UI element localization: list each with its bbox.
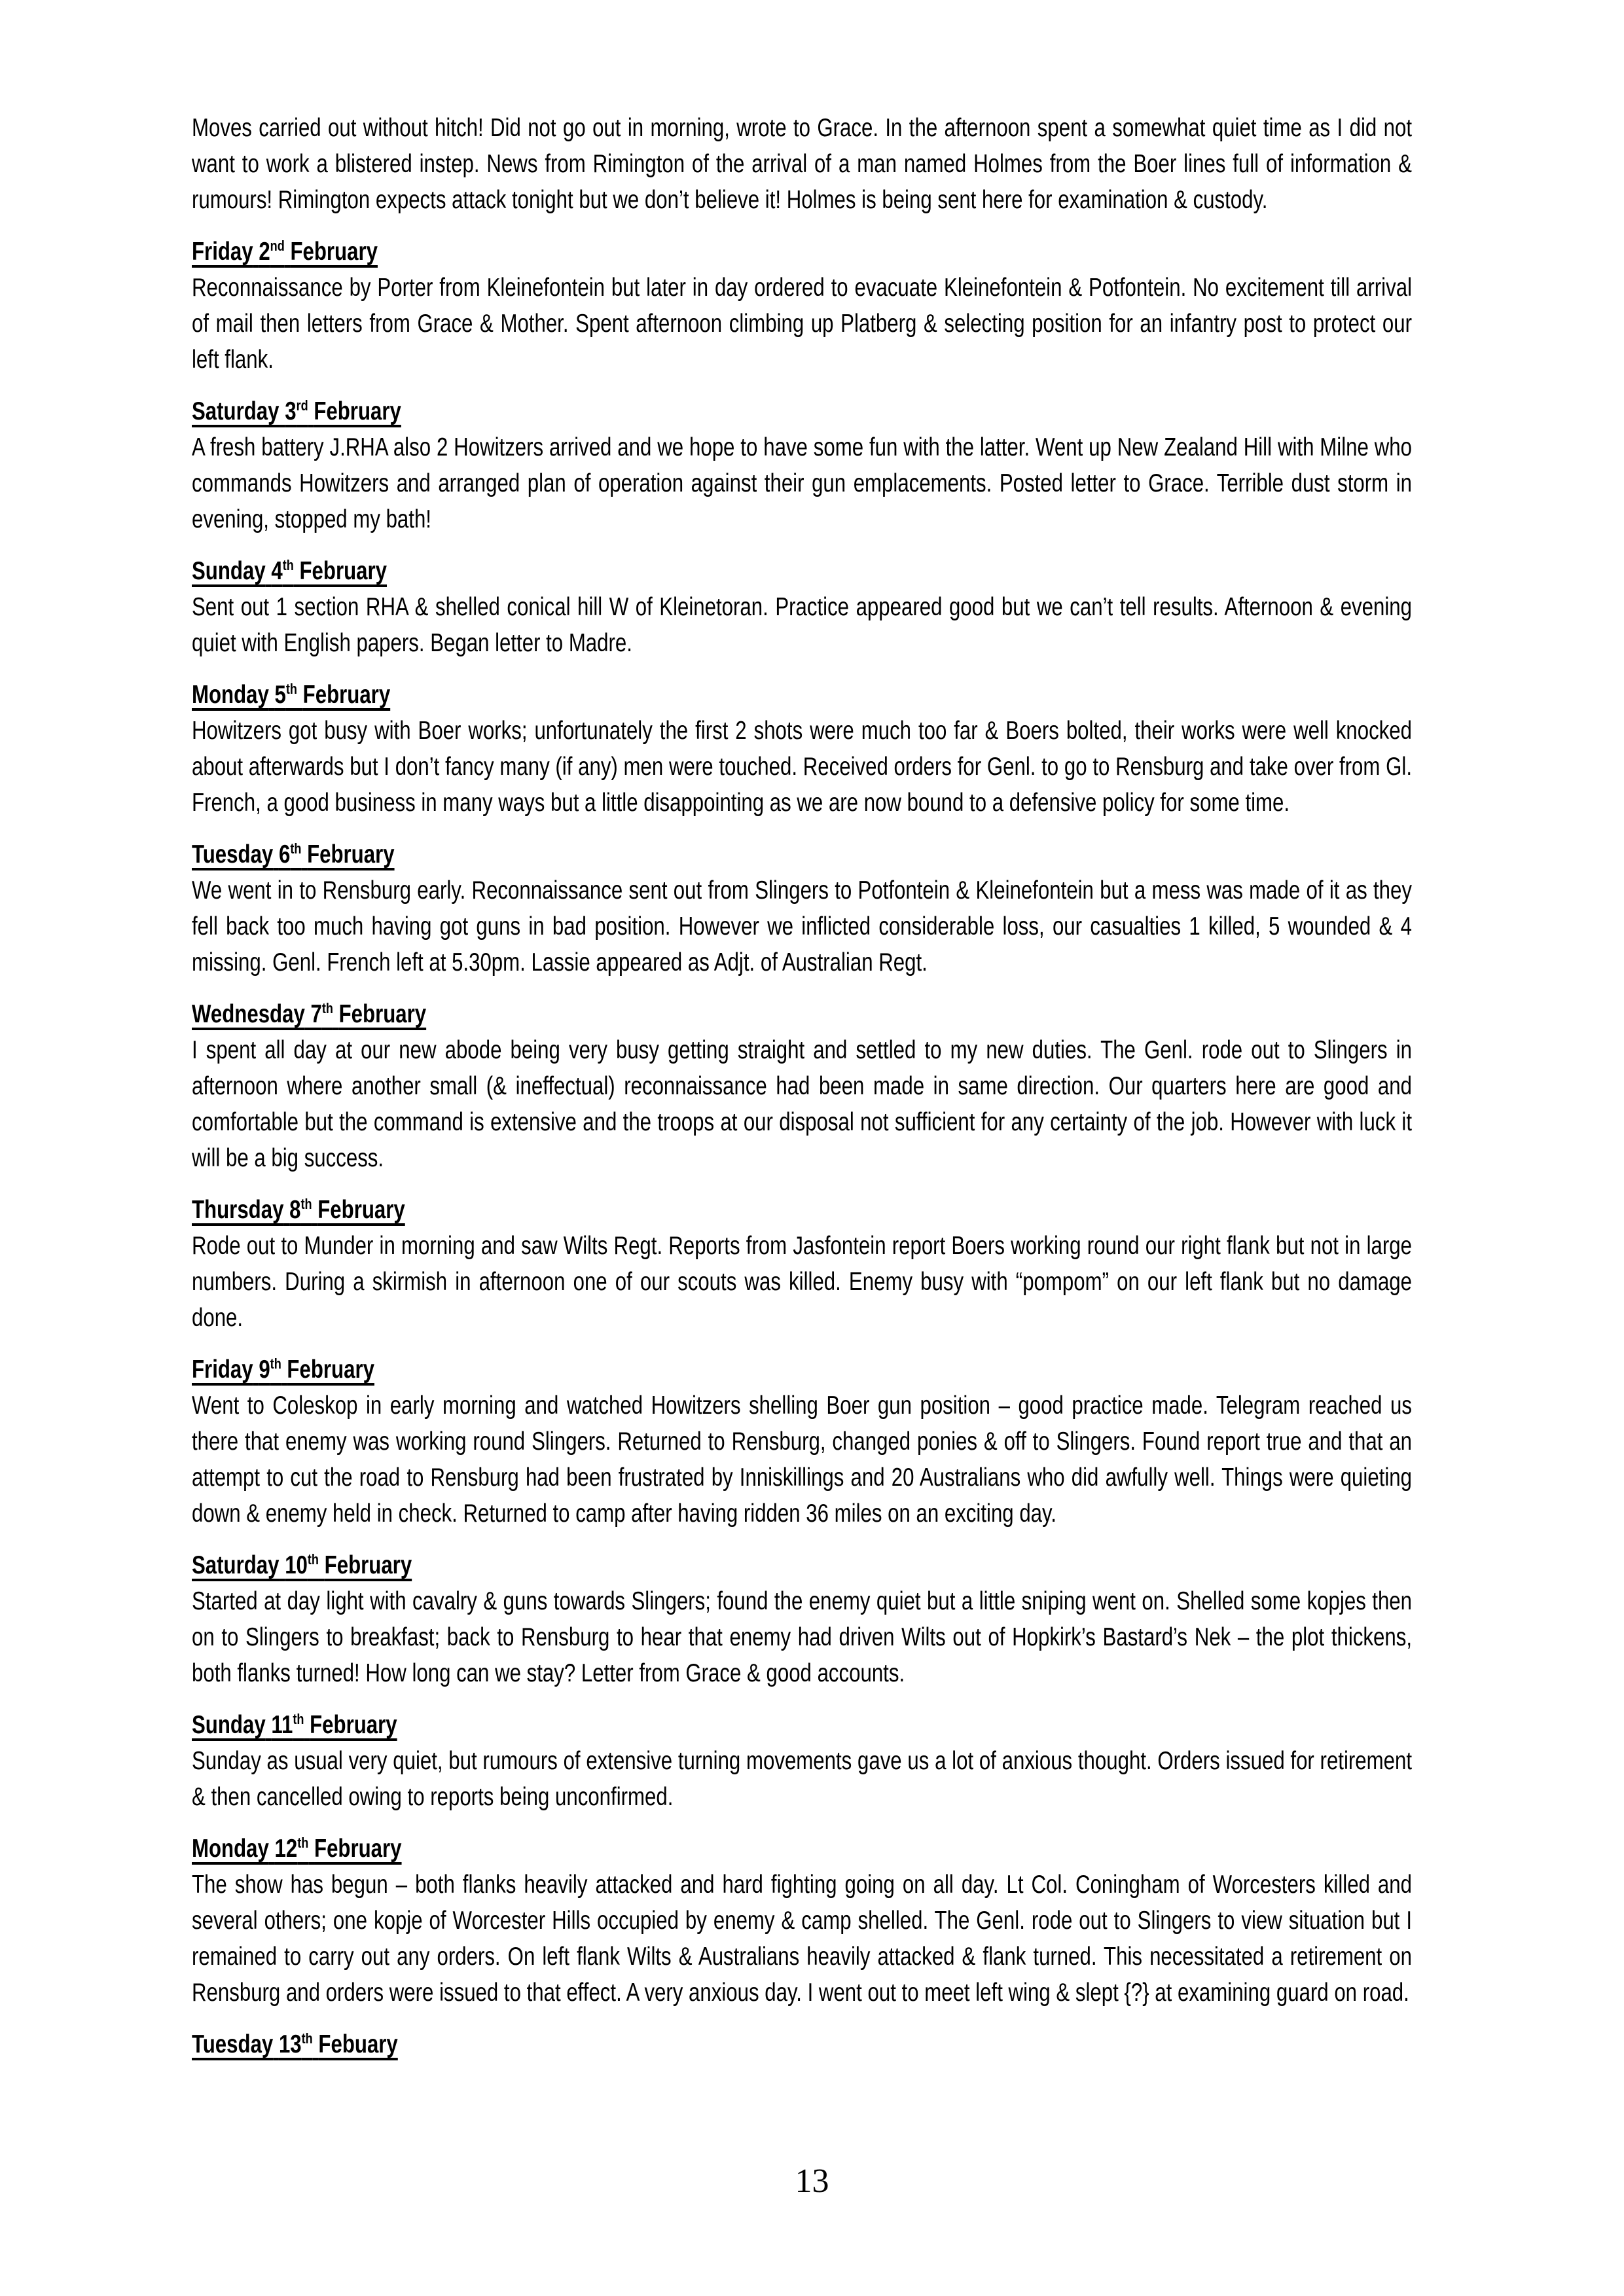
entry-day: Wednesday <box>192 1000 305 1028</box>
entry-date-heading <box>192 836 1412 872</box>
entry-day-number: 9 <box>259 1355 270 1384</box>
entry-month: February <box>317 1196 405 1224</box>
diary-entry <box>192 393 1412 537</box>
entry-day: Monday <box>192 681 269 709</box>
opening-paragraph: Moves carried out without hitch! Did not go out in morning, wrote to Grace. In the afternoon spent a somewhat quiet time as I did not want to work a blistered instep. News from Rimington of the arrival of a man named Holmes from the Boer lines full of information & rumours! Rimington expects attack tonight but we don’t believe it! Holmes is being sent here for examination & custody. <box>192 114 1412 214</box>
entry-ordinal-suffix: th <box>297 1835 309 1851</box>
entry-date-heading <box>192 996 1412 1032</box>
diary-entry <box>192 553 1412 661</box>
diary-entry <box>192 836 1412 980</box>
entry-body: I spent all day at our new abode being very busy getting straight and settled to my new duties. The Genl. rode out to Slingers in afternoon where another small (& ineffectual) reconnaissance had been made in same direction. Our quarters here are good and comfortable but the command is extensive and the troops at our disposal not sufficient for any certainty of the job. However with luck it will be a big success. <box>192 1036 1412 1172</box>
entry-day: Friday <box>192 238 253 266</box>
entry-body: Started at day light with cavalry & guns towards Slingers; found the enemy quiet but a little sniping went on. Shelled some kopjes then on to Slingers to breakfast; back to Rensburg to hear that enemy had driven Wilts out of Hopkirk’s Bastard’s Nek – the plot thickens, both flanks turned! How long can we stay? Letter from Grace & good accounts. <box>192 1587 1412 1687</box>
entry-body: The show has begun – both flanks heavily attacked and hard fighting going on all day. Lt Col. Coningham of Worcesters killed and several others; one kopje of Worcester Hills occupied by enemy & camp shelled. The Genl. rode out to Slingers to view situation but I remained to carry out any orders. On left flank Wilts & Australians heavily attacked & flank turned. This necessitated a retirement on Rensburg and orders were issued to that effect. A very anxious day. I went out to meet left wing & slept {?} at examining guard on road. <box>192 1871 1412 2007</box>
entry-month: February <box>290 238 378 266</box>
entry-body: Sent out 1 section RHA & shelled conical hill W of Kleinetoran. Practice appeared good but we can’t tell results. Afternoon & evening quiet with English papers. Began letter to Madre. <box>192 593 1412 657</box>
entry-day: Sunday <box>192 1711 266 1739</box>
entry-month: February <box>310 1711 397 1739</box>
diary-entry <box>192 234 1412 378</box>
entry-month: February <box>299 557 388 585</box>
entry-body: A fresh battery J.RHA also 2 Howitzers arrived and we hope to have some fun with the latter. Went up New Zealand Hill with Milne who commands Howitzers and arranged plan of operation against their gun emplacements. Posted letter to Grace. Terrible dust storm in evening, stopped my bath! <box>192 433 1412 533</box>
entry-day: Sunday <box>192 557 266 585</box>
entry-day-number: 12 <box>274 1835 298 1863</box>
entry-day-number: 10 <box>285 1551 308 1579</box>
diary-entry <box>192 2026 1412 2062</box>
entry-body: Howitzers got busy with Boer works; unfortunately the first 2 shots were much too far & Boers bolted, their works were well knocked about afterwards but I don’t fancy many (if any) men were touched. Received orders for Genl. to go to Rensburg and take over from Gl. French, a good business in many ways but a little disappointing as we are now bound to a defensive policy for some time. <box>192 717 1412 817</box>
diary-entry <box>192 1707 1412 1815</box>
entry-ordinal-suffix: rd <box>296 397 308 414</box>
entry-month: February <box>307 840 395 869</box>
entry-month: February <box>302 681 391 709</box>
diary-entry <box>192 996 1412 1176</box>
entry-ordinal-suffix: th <box>270 1355 281 1372</box>
entry-month: Febuary <box>318 2030 398 2058</box>
entry-month: February <box>314 1835 402 1863</box>
entry-ordinal-suffix: th <box>307 1551 319 1568</box>
entry-day: Saturday <box>192 397 280 425</box>
entry-month: February <box>324 1551 412 1579</box>
entry-day-number: 8 <box>289 1196 301 1224</box>
entry-date-heading <box>192 1352 1412 1388</box>
entry-day: Monday <box>192 1835 269 1863</box>
entry-day-number: 2 <box>259 238 270 266</box>
entry-ordinal-suffix: th <box>300 1196 312 1212</box>
entry-ordinal-suffix: nd <box>270 238 285 254</box>
entry-ordinal-suffix: th <box>290 840 302 857</box>
entry-date-heading <box>192 1192 1412 1228</box>
entry-day-number: 6 <box>278 840 291 869</box>
entry-date-heading <box>192 393 1412 429</box>
entry-date-heading <box>192 1707 1412 1743</box>
entry-ordinal-suffix: th <box>293 1711 304 1727</box>
entry-day: Tuesday <box>192 2030 274 2058</box>
entry-day: Friday <box>192 1355 253 1384</box>
entry-date-heading <box>192 2026 1412 2062</box>
diary-entry <box>192 1547 1412 1691</box>
page-number: 13 <box>795 2162 829 2200</box>
entry-month: February <box>287 1355 374 1384</box>
entry-day: Thursday <box>192 1196 284 1224</box>
entry-date-heading <box>192 1547 1412 1583</box>
diary-entry <box>192 677 1412 821</box>
entry-day-number: 13 <box>278 2030 302 2058</box>
entry-date-heading <box>192 234 1412 270</box>
entry-ordinal-suffix: th <box>285 681 297 697</box>
entry-month: February <box>338 1000 427 1028</box>
entry-body: Reconnaissance by Porter from Kleinefontein but later in day ordered to evacuate Kleinefontein & Potfontein. No excitement till arrival of mail then letters from Grace & Mother. Spent afternoon climbing up Platberg & selecting position for an infantry post to protect our left flank. <box>192 274 1412 374</box>
entry-day-number: 5 <box>274 681 286 709</box>
entry-month: February <box>314 397 401 425</box>
diary-entry <box>192 1831 1412 2011</box>
entry-day-number: 3 <box>285 397 297 425</box>
entry-date-heading <box>192 1831 1412 1867</box>
entry-ordinal-suffix: th <box>282 557 294 573</box>
diary-entries <box>192 234 1412 2062</box>
entry-date-heading <box>192 553 1412 589</box>
entry-day: Tuesday <box>192 840 274 869</box>
entry-date-heading <box>192 677 1412 713</box>
entry-ordinal-suffix: th <box>321 1000 333 1016</box>
entry-day-number: 7 <box>310 1000 322 1028</box>
diary-entry <box>192 1192 1412 1336</box>
diary-entry <box>192 1352 1412 1532</box>
entry-body: Rode out to Munder in morning and saw Wilts Regt. Reports from Jasfontein report Boers working round our right flank but not in large numbers. During a skirmish in afternoon one of our scouts was killed. Enemy busy with “pompom” on our left flank but no damage done. <box>192 1232 1412 1332</box>
entry-body: Sunday as usual very quiet, but rumours of extensive turning movements gave us a lot of anxious thought. Orders issued for retirement & then cancelled owing to reports being unconfirmed. <box>192 1747 1412 1811</box>
entry-ordinal-suffix: th <box>301 2030 313 2047</box>
entry-day-number: 4 <box>271 557 283 585</box>
entry-body: Went to Coleskop in early morning and watched Howitzers shelling Boer gun position – good practice made. Telegram reached us there that enemy was working round Slingers. Returned to Rensburg, changed ponies & off to Slingers. Found report true and that an attempt to cut the road to Rensburg had been frustrated by Inniskillings and 20 Australians who did awfully well. Things were quieting down & enemy held in check. Returned to camp after having ridden 36 miles on an exciting day. <box>192 1391 1412 1528</box>
entry-body: We went in to Rensburg early. Reconnaissance sent out from Slingers to Potfontein & Kleinefontein but a mess was made of it as they fell back too much having got guns in bad position. However we inflicted considerable loss, our casualties 1 killed, 5 wounded & 4 missing. Genl. French left at 5.30pm. Lassie appeared as Adjt. of Australian Regt. <box>192 876 1412 977</box>
document-page <box>192 110 1412 2062</box>
entry-day-number: 11 <box>271 1711 293 1739</box>
entry-day: Saturday <box>192 1551 280 1579</box>
